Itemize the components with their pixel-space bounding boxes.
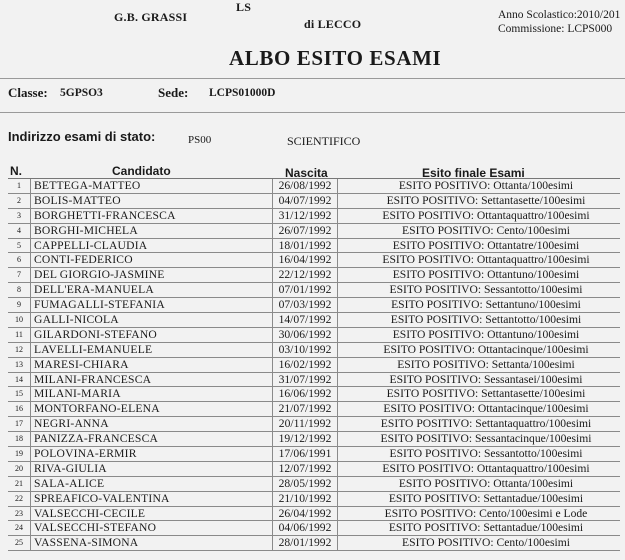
row-number: 2	[8, 194, 31, 208]
row-number: 16	[8, 402, 31, 416]
exam-result: ESITO POSITIVO: Settantadue/100esimi	[388, 491, 584, 505]
exam-result: ESITO POSITIVO: Settanta/100esimi	[397, 357, 575, 371]
table-row	[8, 417, 620, 432]
school-name: G.B. GRASSI	[114, 10, 188, 24]
birth-date: 17/06/1991	[273, 447, 338, 461]
classe-value: 5GPSO3	[60, 87, 103, 99]
candidate-name: LAVELLI-EMANUELE	[31, 343, 273, 357]
row-number: 6	[8, 253, 31, 267]
exam-result: ESITO POSITIVO: Settantaquattro/100esimi	[380, 417, 592, 431]
anno-value: 2010/201	[576, 9, 621, 21]
results-table	[8, 178, 620, 551]
candidate-name: CONTI-FEDERICO	[31, 253, 273, 267]
birth-date: 19/12/1992	[273, 432, 338, 446]
exam-result: ESITO POSITIVO: Ottantacinque/100esimi	[383, 402, 589, 416]
birth-date: 26/07/1992	[273, 224, 338, 238]
table-row	[8, 358, 620, 373]
row-number: 25	[8, 536, 31, 550]
table-row	[8, 387, 620, 402]
candidate-name: MILANI-FRANCESCA	[31, 373, 273, 387]
exam-result: ESITO POSITIVO: Ottanta/100esimi	[398, 476, 574, 490]
table-row	[8, 253, 620, 268]
table-row	[8, 283, 620, 298]
anno-scolastico	[498, 9, 620, 21]
row-number: 14	[8, 373, 31, 387]
exam-result: ESITO POSITIVO: Cento/100esimi	[402, 536, 570, 550]
commissione-value: LCPS000	[567, 23, 613, 35]
exam-result: ESITO POSITIVO: Sessantotto/100esimi	[389, 447, 583, 461]
table-row	[8, 298, 620, 313]
header-divider	[0, 78, 625, 79]
candidate-name: MARESI-CHIARA	[31, 358, 273, 372]
section-divider	[0, 112, 625, 113]
birth-date: 31/12/1992	[273, 209, 338, 223]
table-row	[8, 224, 620, 239]
row-number: 11	[8, 328, 31, 342]
row-number: 1	[8, 179, 31, 193]
birth-date: 22/12/1992	[273, 268, 338, 282]
exam-result: ESITO POSITIVO: Settantadue/100esimi	[388, 521, 584, 535]
table-row	[8, 402, 620, 417]
candidate-name: VALSECCHI-CECILE	[31, 507, 273, 521]
row-number: 8	[8, 283, 31, 297]
candidate-name: MILANI-MARIA	[31, 387, 273, 401]
birth-date: 26/04/1992	[273, 507, 338, 521]
exam-result: ESITO POSITIVO: Sessantacinque/100esimi	[380, 432, 592, 446]
candidate-name: DEL GIORGIO-JASMINE	[31, 268, 273, 282]
exam-result: ESITO POSITIVO: Cento/100esimi	[402, 223, 570, 237]
table-row	[8, 462, 620, 477]
table-row	[8, 328, 620, 343]
table-row	[8, 477, 620, 492]
school-type: LS	[236, 0, 252, 14]
birth-date: 31/07/1992	[273, 373, 338, 387]
birth-date: 16/06/1992	[273, 387, 338, 401]
classe-label: Classe:	[8, 85, 48, 100]
sede-label: Sede:	[158, 85, 189, 100]
exam-result: ESITO POSITIVO: Settantasette/100esimi	[386, 193, 586, 207]
row-number: 17	[8, 417, 31, 431]
exam-result: ESITO POSITIVO: Ottantaquattro/100esimi	[382, 253, 590, 267]
exam-result: ESITO POSITIVO: Cento/100esimi e Lode	[384, 506, 588, 520]
birth-date: 20/11/1992	[273, 417, 338, 431]
candidate-name: NEGRI-ANNA	[31, 417, 273, 431]
exam-result: ESITO POSITIVO: Ottanta/100esimi	[398, 179, 574, 192]
birth-date: 04/06/1992	[273, 521, 338, 535]
commissione-label: Commissione:	[498, 23, 565, 35]
candidate-name: VALSECCHI-STEFANO	[31, 521, 273, 535]
table-row	[8, 343, 620, 358]
candidate-name: GILARDONI-STEFANO	[31, 328, 273, 342]
indirizzo-label: Indirizzo esami di stato:	[8, 129, 156, 144]
table-row	[8, 432, 620, 447]
candidate-name: FUMAGALLI-STEFANIA	[31, 298, 273, 312]
table-row	[8, 492, 620, 507]
candidate-name: DELL'ERA-MANUELA	[31, 283, 273, 297]
indirizzo-code: PS00	[188, 134, 212, 146]
candidate-name: MONTORFANO-ELENA	[31, 402, 273, 416]
exam-result: ESITO POSITIVO: Sessantasei/100esimi	[389, 372, 583, 386]
indirizzo-name: SCIENTIFICO	[287, 134, 361, 148]
row-number: 9	[8, 298, 31, 312]
col-esito: Esito finale Esami	[422, 166, 525, 180]
table-row	[8, 507, 620, 522]
row-number: 24	[8, 521, 31, 535]
col-nascita: Nascita	[285, 166, 328, 180]
row-number: 15	[8, 387, 31, 401]
candidate-name: SALA-ALICE	[31, 477, 273, 491]
birth-date: 14/07/1992	[273, 313, 338, 327]
birth-date: 16/02/1992	[273, 358, 338, 372]
exam-result: ESITO POSITIVO: Settantuno/100esimi	[391, 298, 581, 312]
birth-date: 18/01/1992	[273, 239, 338, 253]
exam-result: ESITO POSITIVO: Ottantaquattro/100esimi	[382, 208, 590, 222]
birth-date: 26/08/1992	[273, 179, 338, 193]
exam-result: ESITO POSITIVO: Settantasette/100esimi	[386, 387, 586, 401]
candidate-name: BOLIS-MATTEO	[31, 194, 273, 208]
row-number: 21	[8, 477, 31, 491]
candidate-name: VASSENA-SIMONA	[31, 536, 273, 550]
exam-result: ESITO POSITIVO: Ottantuno/100esimi	[392, 327, 580, 341]
table-row	[8, 239, 620, 254]
candidate-name: CAPPELLI-CLAUDIA	[31, 239, 273, 253]
table-row	[8, 268, 620, 283]
row-number: 4	[8, 224, 31, 238]
row-number: 23	[8, 507, 31, 521]
exam-result: ESITO POSITIVO: Ottantacinque/100esimi	[383, 342, 589, 356]
candidate-name: GALLI-NICOLA	[31, 313, 273, 327]
row-number: 12	[8, 343, 31, 357]
row-number: 19	[8, 447, 31, 461]
birth-date: 21/07/1992	[273, 402, 338, 416]
candidate-name: SPREAFICO-VALENTINA	[31, 492, 273, 506]
candidate-name: BORGHETTI-FRANCESCA	[31, 209, 273, 223]
col-n: N.	[10, 164, 22, 178]
exam-result: ESITO POSITIVO: Settantotto/100esimi	[390, 313, 582, 327]
candidate-name: PANIZZA-FRANCESCA	[31, 432, 273, 446]
commissione	[498, 23, 612, 35]
table-row	[8, 194, 620, 209]
birth-date: 30/06/1992	[273, 328, 338, 342]
row-number: 13	[8, 358, 31, 372]
row-number: 5	[8, 239, 31, 253]
document-title: ALBO ESITO ESAMI	[229, 46, 442, 70]
anno-label: Anno Scolastico:	[498, 9, 577, 21]
table-row	[8, 179, 620, 194]
row-number: 20	[8, 462, 31, 476]
table-row	[8, 313, 620, 328]
exam-result: ESITO POSITIVO: Ottantuno/100esimi	[392, 268, 580, 282]
table-row	[8, 373, 620, 388]
birth-date: 07/01/1992	[273, 283, 338, 297]
birth-date: 03/10/1992	[273, 343, 338, 357]
candidate-name: BORGHI-MICHELA	[31, 224, 273, 238]
exam-result: ESITO POSITIVO: Sessantotto/100esimi	[389, 283, 583, 297]
col-candidato: Candidato	[112, 164, 171, 178]
candidate-name: BETTEGA-MATTEO	[31, 179, 273, 193]
school-city: di LECCO	[304, 17, 362, 31]
birth-date: 28/01/1992	[273, 536, 338, 550]
row-number: 10	[8, 313, 31, 327]
table-row	[8, 209, 620, 224]
row-number: 3	[8, 209, 31, 223]
birth-date: 04/07/1992	[273, 194, 338, 208]
table-row	[8, 536, 620, 551]
birth-date: 12/07/1992	[273, 462, 338, 476]
row-number: 22	[8, 492, 31, 506]
candidate-name: RIVA-GIULIA	[31, 462, 273, 476]
row-number: 18	[8, 432, 31, 446]
row-number: 7	[8, 268, 31, 282]
exam-result: ESITO POSITIVO: Ottantatre/100esimi	[392, 238, 580, 252]
table-row	[8, 521, 620, 536]
birth-date: 28/05/1992	[273, 477, 338, 491]
birth-date: 07/03/1992	[273, 298, 338, 312]
birth-date: 21/10/1992	[273, 492, 338, 506]
birth-date: 16/04/1992	[273, 253, 338, 267]
exam-result: ESITO POSITIVO: Ottantaquattro/100esimi	[382, 461, 590, 475]
sede-value: LCPS01000D	[209, 87, 276, 99]
candidate-name: POLOVINA-ERMIR	[31, 447, 273, 461]
table-row	[8, 447, 620, 462]
